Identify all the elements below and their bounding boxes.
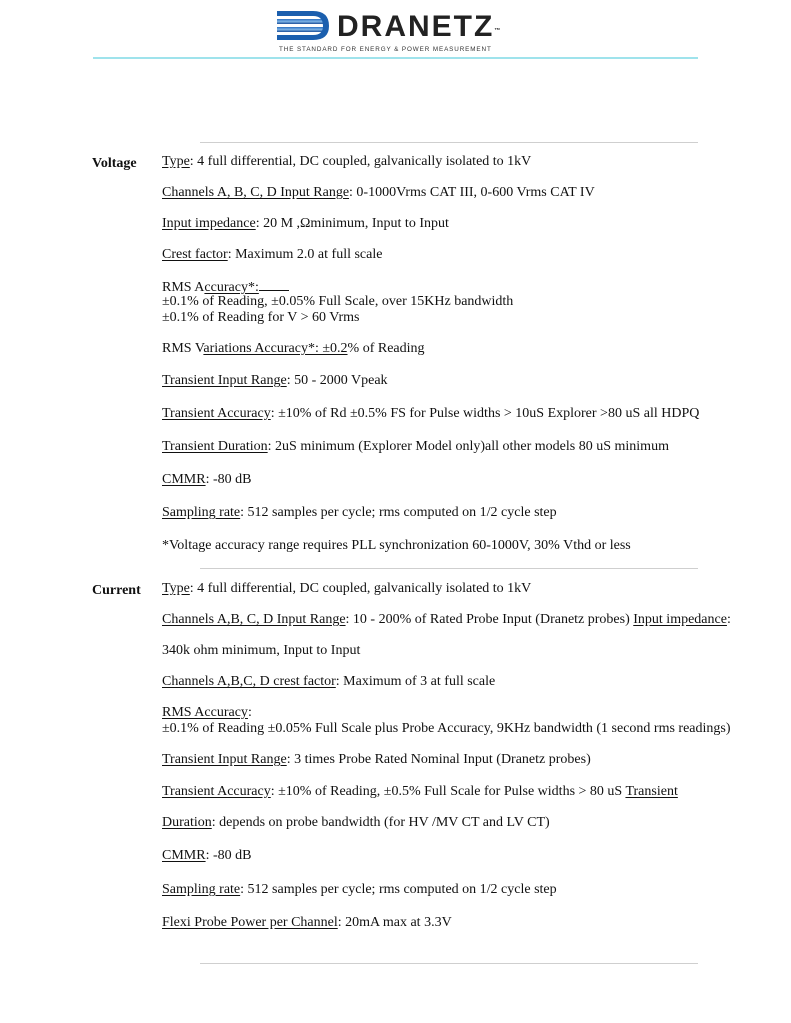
spec-value: : [247, 705, 252, 720]
voltage-rms-accuracy-line2: ±0.1% of Reading, ±0.05% Full Scale, over 15KHz bandwidth [162, 294, 514, 309]
voltage-input-impedance [162, 216, 449, 232]
spec-term: Input impedance [633, 612, 727, 627]
current-flexi-probe-power [162, 915, 452, 931]
spec-term: Sampling rate [162, 882, 241, 897]
spec-term: Transient Duration [162, 439, 268, 454]
voltage-footnote: *Voltage accuracy range requires PLL synchronization 60-1000V, 30% Vthd or less [162, 538, 631, 553]
spec-term: Transient [625, 784, 678, 799]
current-type [162, 581, 531, 597]
spec-term: Type [162, 154, 190, 169]
spec-value: : [726, 612, 731, 627]
current-rms-accuracy-line2: ±0.1% of Reading ±0.05% Full Scale plus Probe Accuracy, 9KHz bandwidth (1 second rms readings) [162, 721, 731, 736]
spec-value: : 4 full differential, DC coupled, galvanically isolated to 1kV [189, 154, 532, 169]
spec-term: Crest factor [162, 247, 228, 262]
current-input-range [162, 612, 731, 628]
section-label-current: Current [92, 583, 141, 598]
spec-value: : Maximum 2.0 at full scale [227, 247, 383, 262]
tagline: THE STANDARD FOR ENERGY & POWER MEASUREMENT [279, 46, 492, 53]
spec-term: Transient Input Range [162, 373, 287, 388]
spec-term-prefix: RMS A [162, 280, 205, 295]
current-rms-accuracy [162, 705, 252, 721]
spec-term: Sampling rate [162, 505, 241, 520]
current-cmmr [162, 848, 251, 864]
spec-value: : 50 - 2000 Vpeak [286, 373, 388, 388]
spec-term: Channels A,B,C, D crest factor [162, 674, 336, 689]
spec-term: Flexi Probe Power per Channel [162, 915, 338, 930]
spec-value: : 20 M ,Ωminimum, Input to Input [255, 216, 449, 231]
spec-value: : -80 dB [205, 848, 252, 863]
spec-term: Input impedance [162, 216, 256, 231]
spec-term: RMS Accuracy [162, 705, 248, 720]
current-sampling-rate [162, 882, 557, 898]
voltage-rms-variations-accuracy [162, 341, 425, 357]
current-transient-duration [162, 815, 550, 831]
spec-term: Duration [162, 815, 212, 830]
current-crest-factor [162, 674, 495, 690]
spec-value: : 20mA max at 3.3V [337, 915, 452, 930]
section-label-voltage: Voltage [92, 156, 137, 171]
spec-value: : 512 samples per cycle; rms computed on 1/2 cycle step [240, 882, 557, 897]
voltage-transient-input-range [162, 373, 388, 389]
section-divider [200, 568, 698, 569]
trademark: ™ [494, 28, 501, 34]
underline-blank [259, 278, 289, 291]
current-transient-accuracy [162, 784, 678, 800]
spec-value: % of Reading [347, 341, 425, 356]
spec-term: CMMR [162, 848, 206, 863]
voltage-input-range [162, 185, 595, 201]
voltage-transient-duration [162, 439, 669, 455]
section-divider [200, 142, 698, 143]
spec-value: : 10 - 200% of Rated Probe Input (Dranetz probes) [345, 612, 634, 627]
spec-term: Channels A,B, C, D Input Range [162, 612, 346, 627]
spec-term: ariations Accuracy*: ±0.2 [203, 341, 348, 356]
spec-term-prefix: RMS V [162, 341, 204, 356]
header-divider [93, 57, 698, 59]
spec-term: CMMR [162, 472, 206, 487]
section-divider [200, 963, 698, 964]
spec-value: : ±10% of Reading, ±0.5% Full Scale for Pulse widths > 80 uS [270, 784, 626, 799]
spec-value: : 0-1000Vrms CAT III, 0-600 Vrms CAT IV [349, 185, 595, 200]
page-header [0, 0, 791, 60]
voltage-rms-accuracy-line3: ±0.1% of Reading for V > 60 Vrms [162, 310, 360, 325]
spec-term: Transient Input Range [162, 752, 287, 767]
spec-term: Transient Accuracy [162, 406, 271, 421]
voltage-sampling-rate [162, 505, 557, 521]
spec-value: : 512 samples per cycle; rms computed on 1/2 cycle step [240, 505, 557, 520]
spec-value: : Maximum of 3 at full scale [335, 674, 496, 689]
spec-value: : -80 dB [205, 472, 252, 487]
current-input-impedance-value: 340k ohm minimum, Input to Input [162, 643, 361, 658]
voltage-transient-accuracy [162, 406, 699, 422]
dranetz-logo-mark-icon [277, 11, 329, 41]
voltage-crest-factor [162, 247, 382, 263]
current-transient-input-range [162, 752, 591, 768]
spec-value: : 2uS minimum (Explorer Model only)all other models 80 uS minimum [267, 439, 669, 454]
spec-term: Transient Accuracy [162, 784, 271, 799]
voltage-type [162, 154, 531, 170]
dranetz-logo [277, 11, 517, 49]
spec-value: : 4 full differential, DC coupled, galvanically isolated to 1kV [189, 581, 532, 596]
spec-term: ccuracy*: [204, 280, 259, 295]
spec-value: : 3 times Probe Rated Nominal Input (Dranetz probes) [286, 752, 591, 767]
brand-name: DRANETZ [337, 10, 495, 43]
spec-term: Type [162, 581, 190, 596]
voltage-cmmr [162, 472, 251, 488]
spec-value: : ±10% of Rd ±0.5% FS for Pulse widths > 10uS Explorer >80 uS all HDPQ [270, 406, 700, 421]
spec-term: Channels A, B, C, D Input Range [162, 185, 350, 200]
spec-value: : depends on probe bandwidth (for HV /MV CT and LV CT) [211, 815, 550, 830]
brand-wordmark [337, 11, 500, 43]
